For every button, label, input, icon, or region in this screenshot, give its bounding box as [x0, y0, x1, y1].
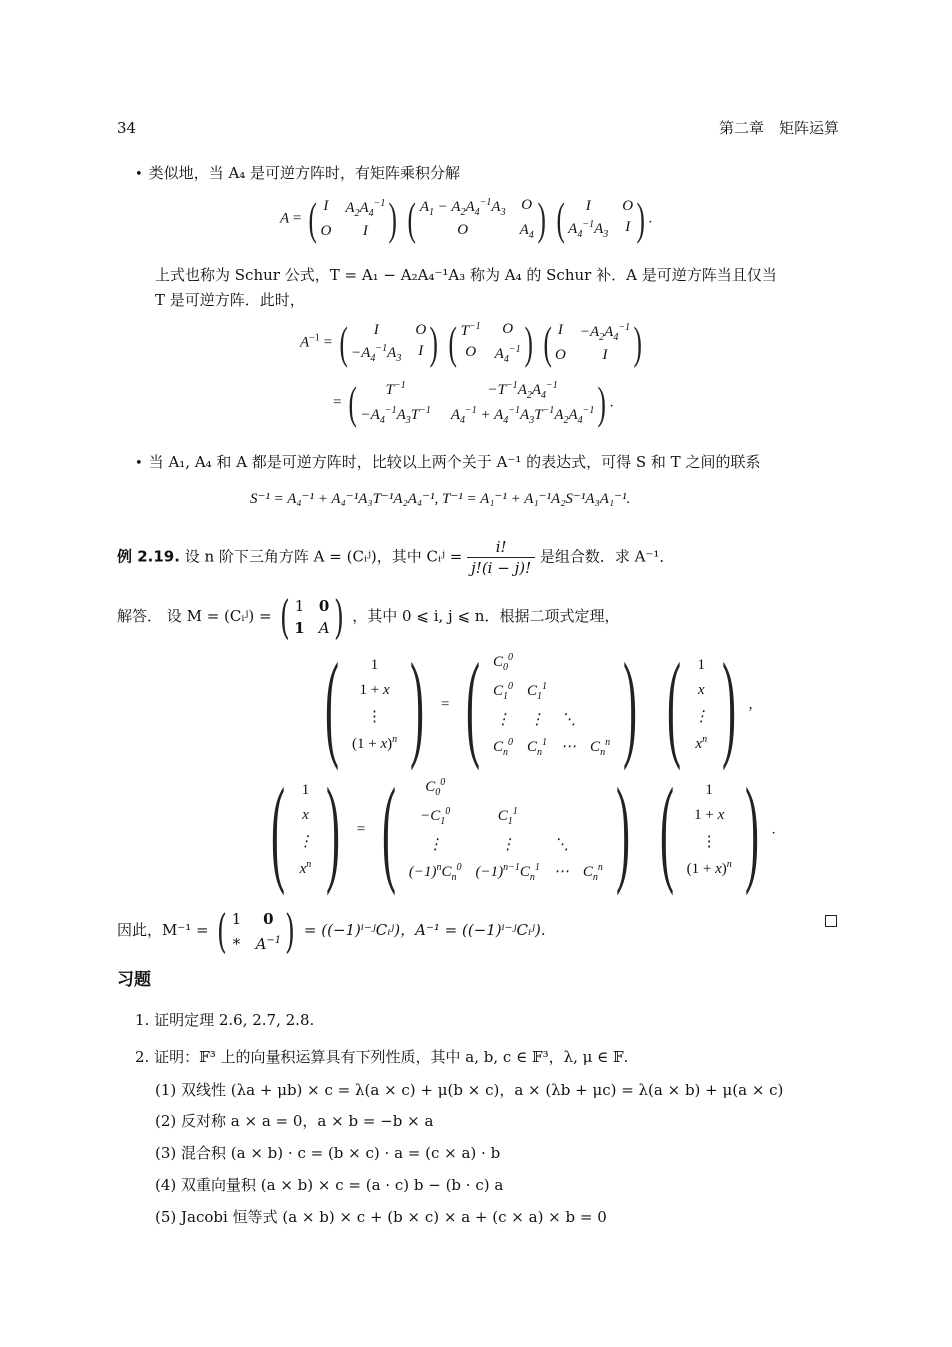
example-label: 例 2.19.	[117, 547, 180, 566]
schur-text-2: T 是可逆方阵．此时，	[155, 291, 305, 309]
bullet-1	[135, 163, 460, 185]
inverse-factorization: $A^{-1}$ = ( I O $-A_4^{-1}A_3$ I ) ( $T^{-1}$ O O $A_4^{-1}$ ) ( I $-A_2A_4^{-1}$ O I )	[300, 317, 642, 368]
exercise-subitem-3: (3) 混合积 (a × b) · c = (b × c) · a = (c × a) · b	[155, 1144, 501, 1162]
solution-text-b: ，其中 0 ⩽ i, j ⩽ n．根据二项式定理，	[352, 607, 620, 625]
exercises-title: 习题	[117, 970, 151, 990]
example-text-b: 是组合数．求 A⁻¹．	[539, 547, 675, 566]
binomial-equation-2: ( 1 x ⋮ $x^n$ ) = ( $C_0^0$ $-C_1^0$ $C_1^1$ ⋮ ⋮ ⋱ $(-1)^nC_n^0$ $(-1)^{n-1}C_n^1$ ⋯ $C_n^n$ ) ( 1 1 + x ⋮ $(1 + x)^n$ ) .	[270, 763, 776, 896]
solution-label: 解答．	[117, 607, 163, 625]
bullet-icon: •	[135, 167, 143, 182]
binomial-equation-1: ( 1 1 + x ⋮ $(1 + x)^n$ ) = ( $C_0^0$ $C_1^0$ $C_1^1$ ⋮ ⋮ ⋱ $C_n^0$ $C_n^1$ ⋯ $C_n^n$ ) ( 1 x ⋮ $x^n$ ) ,	[324, 638, 753, 771]
bullet-1-intro: 类似地，当 A₄ 是可逆方阵时，有矩阵乘积分解	[148, 164, 461, 182]
example-2-19	[117, 537, 674, 578]
conclusion-text-b: = ((−1)ⁱ⁻ʲCᵢʲ)，A⁻¹ = ((−1)ⁱ⁻ʲCᵢʲ).	[303, 921, 546, 939]
bullet-icon: •	[135, 456, 143, 471]
solution-line: 解答． 设 M = (Cᵢʲ) = ( 1 0 1 A ) ，其中 0 ⩽ i, j ⩽ n．根据二项式定理，	[117, 590, 620, 644]
schur-factorization: A = ( I $A_2A_4^{-1}$ O I ) ( $A_1 - A_2A_4^{-1}A_3$ O O $A_4$ ) ( I O $A_4^{-1}A_3$ I ) .	[280, 193, 653, 244]
combination-fraction	[471, 537, 531, 578]
inverse-expanded: = ( $T^{-1}$ $-T^{-1}A_2A_4^{-1}$ $-A_4^{-1}A_3T^{-1}$ $A_4^{-1} + A_4^{-1}A_3T^{-1}A_2A_4^{-1}$ ) .	[333, 377, 614, 428]
s-t-relation: S⁻¹ = A₄⁻¹ + A₄⁻¹A₃T⁻¹A₂A₄⁻¹, T⁻¹ = A₁⁻¹ + A₁⁻¹A₂S⁻¹A₃A₁⁻¹.	[250, 491, 631, 507]
solution-text-a: 设 M = (Cᵢʲ) =	[166, 607, 272, 625]
page-number: 34	[117, 119, 137, 137]
bullet-2	[135, 452, 760, 474]
exercise-subitem-1: (1) 双线性 (λa + μb) × c = λ(a × c) + μ(b × c)，a × (λb + μc) = λ(a × b) + μ(a × c)	[155, 1081, 784, 1099]
conclusion-line: 因此，M⁻¹ = ( 1 0 ∗ $A^{-1}$ ) = ((−1)ⁱ⁻ʲCᵢʲ)，A⁻¹ = ((−1)ⁱ⁻ʲCᵢʲ).	[117, 904, 546, 958]
fraction-denominator: j!(i − j)!	[471, 559, 532, 577]
exercise-item-2: 2. 证明：𝔽³ 上的向量积运算具有下列性质，其中 a, b, c ∈ 𝔽³，λ, μ ∈ 𝔽.	[135, 1048, 629, 1066]
exercise-subitem-4: (4) 双重向量积 (a × b) × c = (a · c) b − (b · c) a	[155, 1176, 504, 1194]
exercise-subitem-5: (5) Jacobi 恒等式 (a × b) × c + (b × c) × a + (c × a) × b = 0	[155, 1208, 607, 1226]
conclusion-text-a: 因此，M⁻¹ =	[117, 921, 209, 939]
bullet-2-text: 当 A₁, A₄ 和 A 都是可逆方阵时，比较以上两个关于 A⁻¹ 的表达式，可得 S 和 T 之间的联系	[148, 453, 761, 471]
chapter-title: 第二章 矩阵运算	[718, 119, 839, 137]
schur-text-1: 上式也称为 Schur 公式，T = A₁ − A₂A₄⁻¹A₃ 称为 A₄ 的 Schur 补．A 是可逆方阵当且仅当	[155, 266, 777, 284]
example-text-a: 设 n 阶下三角方阵 A = (Cᵢʲ)，其中 Cᵢʲ =	[184, 547, 463, 566]
fraction-numerator: i!	[467, 537, 535, 558]
qed-square-icon	[825, 915, 837, 927]
exercise-subitem-2: (2) 反对称 a × a = 0，a × b = −b × a	[155, 1112, 434, 1130]
exercise-item-1: 1. 证明定理 2.6, 2.7, 2.8.	[135, 1011, 315, 1029]
